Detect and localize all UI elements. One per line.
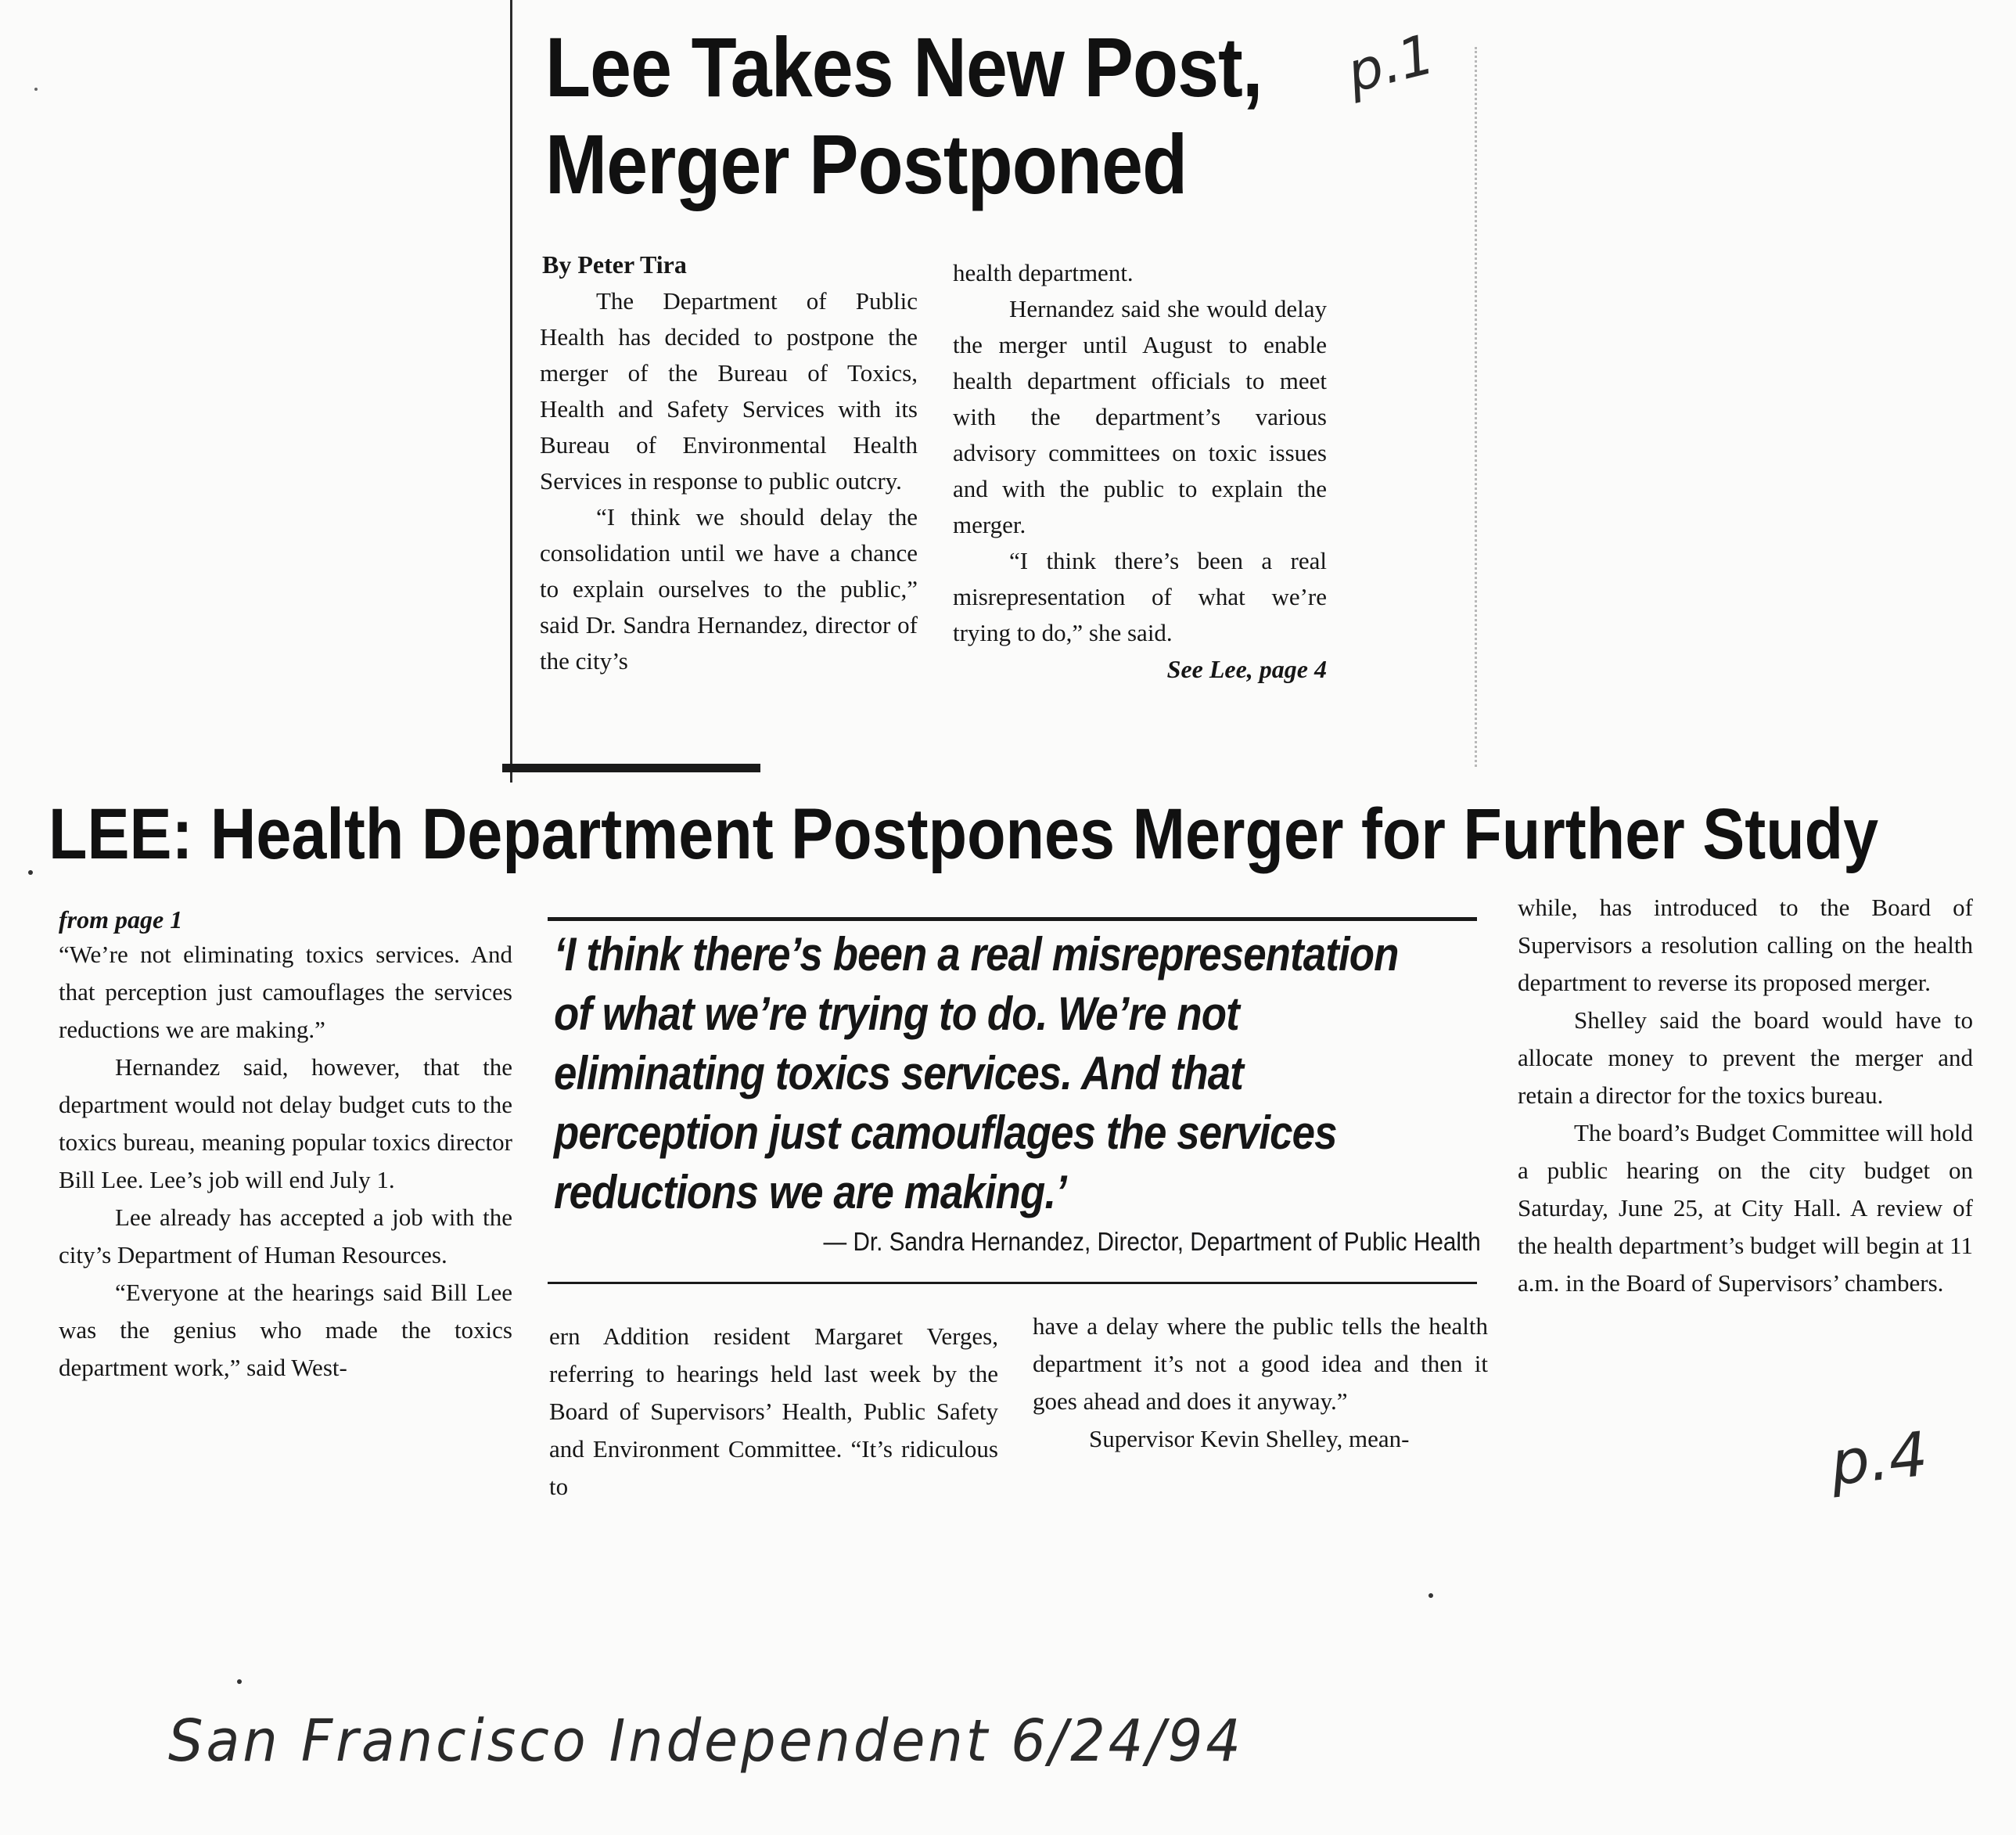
- pull-quote: ‘I think there’s been a real misrepresentation of what we’re trying to do. We’re not eliminating toxics services. And that perception just camouflages the services reductions we are making.’: [554, 928, 1399, 1218]
- pull-quote-rule-bottom: [548, 1282, 1477, 1284]
- paragraph: Lee already has accepted a job with the city’s Department of Human Resources.: [59, 1204, 512, 1268]
- paragraph: Supervisor Kevin Shelley, mean-: [1089, 1425, 1410, 1452]
- scan-speck: [34, 88, 38, 91]
- jump-line: See Lee, page 4: [1166, 655, 1327, 683]
- scan-speck: [1428, 1593, 1433, 1598]
- column-rule: [510, 0, 512, 783]
- from-page-label: from page 1: [59, 905, 183, 934]
- section-divider: [502, 764, 760, 772]
- scan-speck: [28, 870, 33, 875]
- paragraph: have a delay where the public tells the health department it’s not a good idea and then it goes ahead and does it anyway.”: [1033, 1312, 1488, 1415]
- paragraph: Shelley said the board would have to allocate money to prevent the merger and retain a director for the toxics bureau.: [1518, 1006, 1973, 1109]
- handwritten-source-note: San Francisco Independent 6/24/94: [168, 1707, 1244, 1775]
- pull-quote-rule-top: [548, 917, 1477, 921]
- scan-speck: [237, 1679, 242, 1684]
- paragraph: Hernandez said she would delay the merger until August to enable health department officials to meet with the department’s various advisory committees on toxic issues and with the public to explain the merger.: [953, 295, 1327, 538]
- continuation-column-4: [1518, 889, 1973, 1302]
- handwritten-page-note-bottom: p.4: [1827, 1419, 1932, 1500]
- paragraph: “I think we should delay the consolidation until we have a chance to explain ourselves to the public,” said Dr. Sandra Hernandez, director of the city’s: [540, 503, 918, 675]
- pull-quote-attribution: — Dr. Sandra Hernandez, Director, Department of Public Health: [823, 1227, 1481, 1256]
- paragraph: health department.: [953, 259, 1134, 286]
- paragraph: “I think there’s been a real misrepresentation of what we’re trying to do,” she said.: [953, 547, 1327, 646]
- paragraph: while, has introduced to the Board of Supervisors a resolution calling on the health department to reverse its proposed merger.: [1518, 894, 1973, 996]
- paragraph: ern Addition resident Margaret Verges, referring to hearings held last week by the Board of Supervisors’ Health, Public Safety and Environment Committee. “It’s ridiculous to: [549, 1322, 998, 1500]
- continuation-column-2: [549, 1318, 998, 1506]
- top-article-column-right: [953, 255, 1327, 687]
- headline-top-line-2: Merger Postponed: [545, 117, 1188, 211]
- paragraph: The board’s Budget Committee will hold a public hearing on the city budget on Saturday, June 25, at City Hall. A review of the health department’s budget will begin at 11 a.m. in the Board of Supervisors’ chambers.: [1518, 1119, 1973, 1297]
- handwritten-page-note-top: p.1: [1340, 21, 1441, 106]
- paragraph: “We’re not eliminating toxics services. And that perception just camouflages the services reductions we are making.”: [59, 941, 512, 1043]
- continuation-column-1: [59, 936, 512, 1387]
- clipping-edge: [1475, 47, 1477, 767]
- paragraph: Hernandez said, however, that the department would not delay budget cuts to the toxics bureau, meaning popular toxics director Bill Lee. Lee’s job will end July 1.: [59, 1053, 512, 1193]
- continuation-headline: LEE: Health Department Postpones Merger for Further Study: [49, 794, 1879, 874]
- byline: By Peter Tira: [542, 250, 687, 279]
- continuation-column-3: [1033, 1308, 1488, 1458]
- paragraph: The Department of Public Health has decided to postpone the merger of the Bureau of Toxics, Health and Safety Services with its Bureau of Environmental Health Services in response to public outcry.: [540, 287, 918, 495]
- headline-top: [545, 19, 1303, 213]
- headline-top-line-1: Lee Takes New Post,: [545, 20, 1263, 114]
- paragraph: “Everyone at the hearings said Bill Lee was the genius who made the toxics department work,” said West-: [59, 1279, 512, 1381]
- top-article-column-left: [540, 283, 918, 679]
